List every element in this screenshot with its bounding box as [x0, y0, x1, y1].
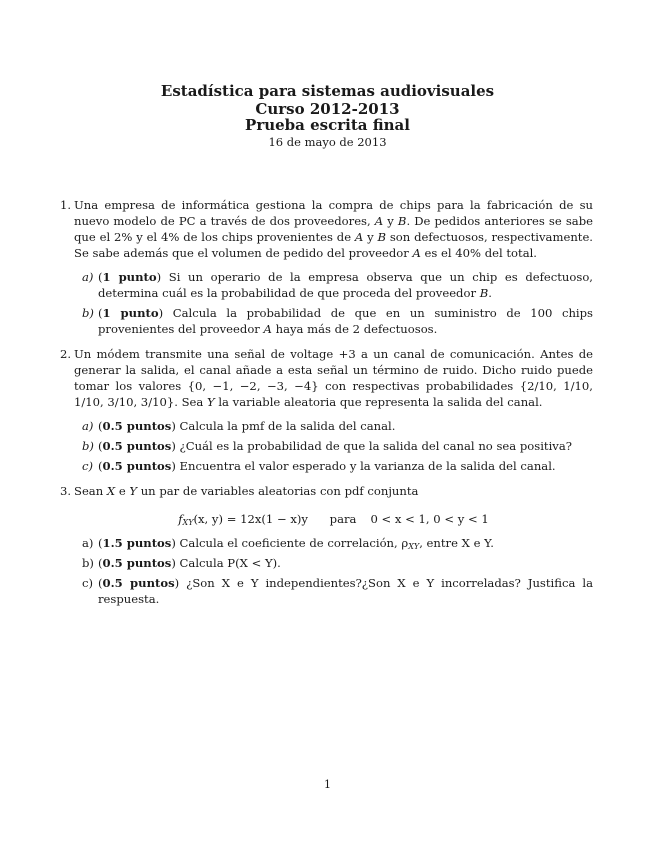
exam-title: Prueba escrita final — [245, 116, 410, 134]
course-title: Estadística para sistemas audiovisuales — [160, 82, 495, 100]
course-year: Curso 2012-2013 — [255, 100, 400, 118]
points: 0.5 puntos — [102, 439, 172, 453]
subquestion: b) (1 punto) Calcula la probabilidad de que en un suministro de 100 chips provenientes del proveedor A haya más de 2 defectuosos. — [82, 306, 593, 336]
subquestion: b) (0.5 puntos) Calcula P(X < Y). — [82, 556, 281, 570]
problem-1 — [60, 197, 593, 337]
subquestion-label: b) — [82, 306, 94, 320]
problem-statement: Una empresa de informática gestiona la compra de chips para la fabricación de su nuevo modelo de PC a través de dos proveedores, A y B. De pedidos anteriores se sabe que el 2% y el 4% de los chips provenientes de A y B son defectuosos, respectivamente. Se sabe además que el volumen de pedido del proveedor A es el 40% del total. — [74, 198, 593, 260]
joint-pdf-formula: $f_{XY}(x$, y) = 12x(1 − x)y para 0 < x < 1, 0 < y < 1 — [178, 512, 489, 527]
subquestion: a) (0.5 puntos) Calcula la pmf de la salida del canal. — [82, 419, 396, 433]
exam-content — [60, 197, 593, 607]
page-number: 1 — [324, 778, 331, 791]
points: 0.5 puntos — [102, 556, 172, 570]
subquestion-label: c) — [82, 459, 94, 473]
problem-statement: Sean X e Y un par de variables aleatorias con pdf conjunta — [74, 484, 419, 498]
problem-3 — [60, 483, 593, 607]
problem-2 — [60, 346, 593, 474]
problem-number: 2. — [60, 347, 72, 361]
subquestion-label: a) — [82, 536, 94, 550]
subquestion: a) (1 punto) Si un operario de la empresa observa que un chip es defectuoso, determina cuál es la probabilidad de que proceda del proveedor B. — [82, 270, 593, 300]
points: 0.5 puntos — [102, 419, 172, 433]
subquestion-label: b) — [82, 439, 94, 453]
problem-statement: Un módem transmite una señal de voltage +3 a un canal de comunicación. Antes de generar la salida, el canal añade a esta señal un término de ruido. Dicho ruido puede tomar los valores {0, −1, −2, −3, −4} con respectivas probabilidades {2/10, 1/10, 1/10, 3/10, 3/10}. Sea Y la variable aleatoria que representa la salida del canal. — [74, 347, 593, 409]
exam-header — [0, 82, 655, 151]
points: 1 punto — [102, 270, 157, 284]
subquestion-label: c) — [82, 576, 94, 590]
problem-number: 3. — [60, 484, 72, 498]
points: 0.5 puntos — [102, 459, 172, 473]
subquestion: b) (0.5 puntos) ¿Cuál es la probabilidad de que la salida del canal no sea positiva? — [82, 439, 572, 453]
subquestion-label: b) — [82, 556, 94, 570]
exam-date: 16 de mayo de 2013 — [268, 135, 387, 149]
subquestion: c) (0.5 puntos) Encuentra el valor esperado y la varianza de la salida del canal. — [82, 459, 556, 473]
subquestion: c) (0.5 puntos) ¿Son X e Y independientes?¿Son X e Y incorreladas? Justifica la respuesta. — [82, 576, 593, 606]
points: 1 punto — [102, 306, 159, 320]
problem-number: 1. — [60, 198, 72, 212]
points: 1.5 puntos — [102, 536, 172, 550]
subquestion-label: a) — [82, 419, 94, 433]
points: 0.5 puntos — [102, 576, 175, 590]
subquestion-label: a) — [82, 270, 94, 284]
subquestion: a) (1.5 puntos) Calcula el coeficiente de correlación, $\rho_{XY}$, entre X e Y. — [82, 536, 494, 551]
